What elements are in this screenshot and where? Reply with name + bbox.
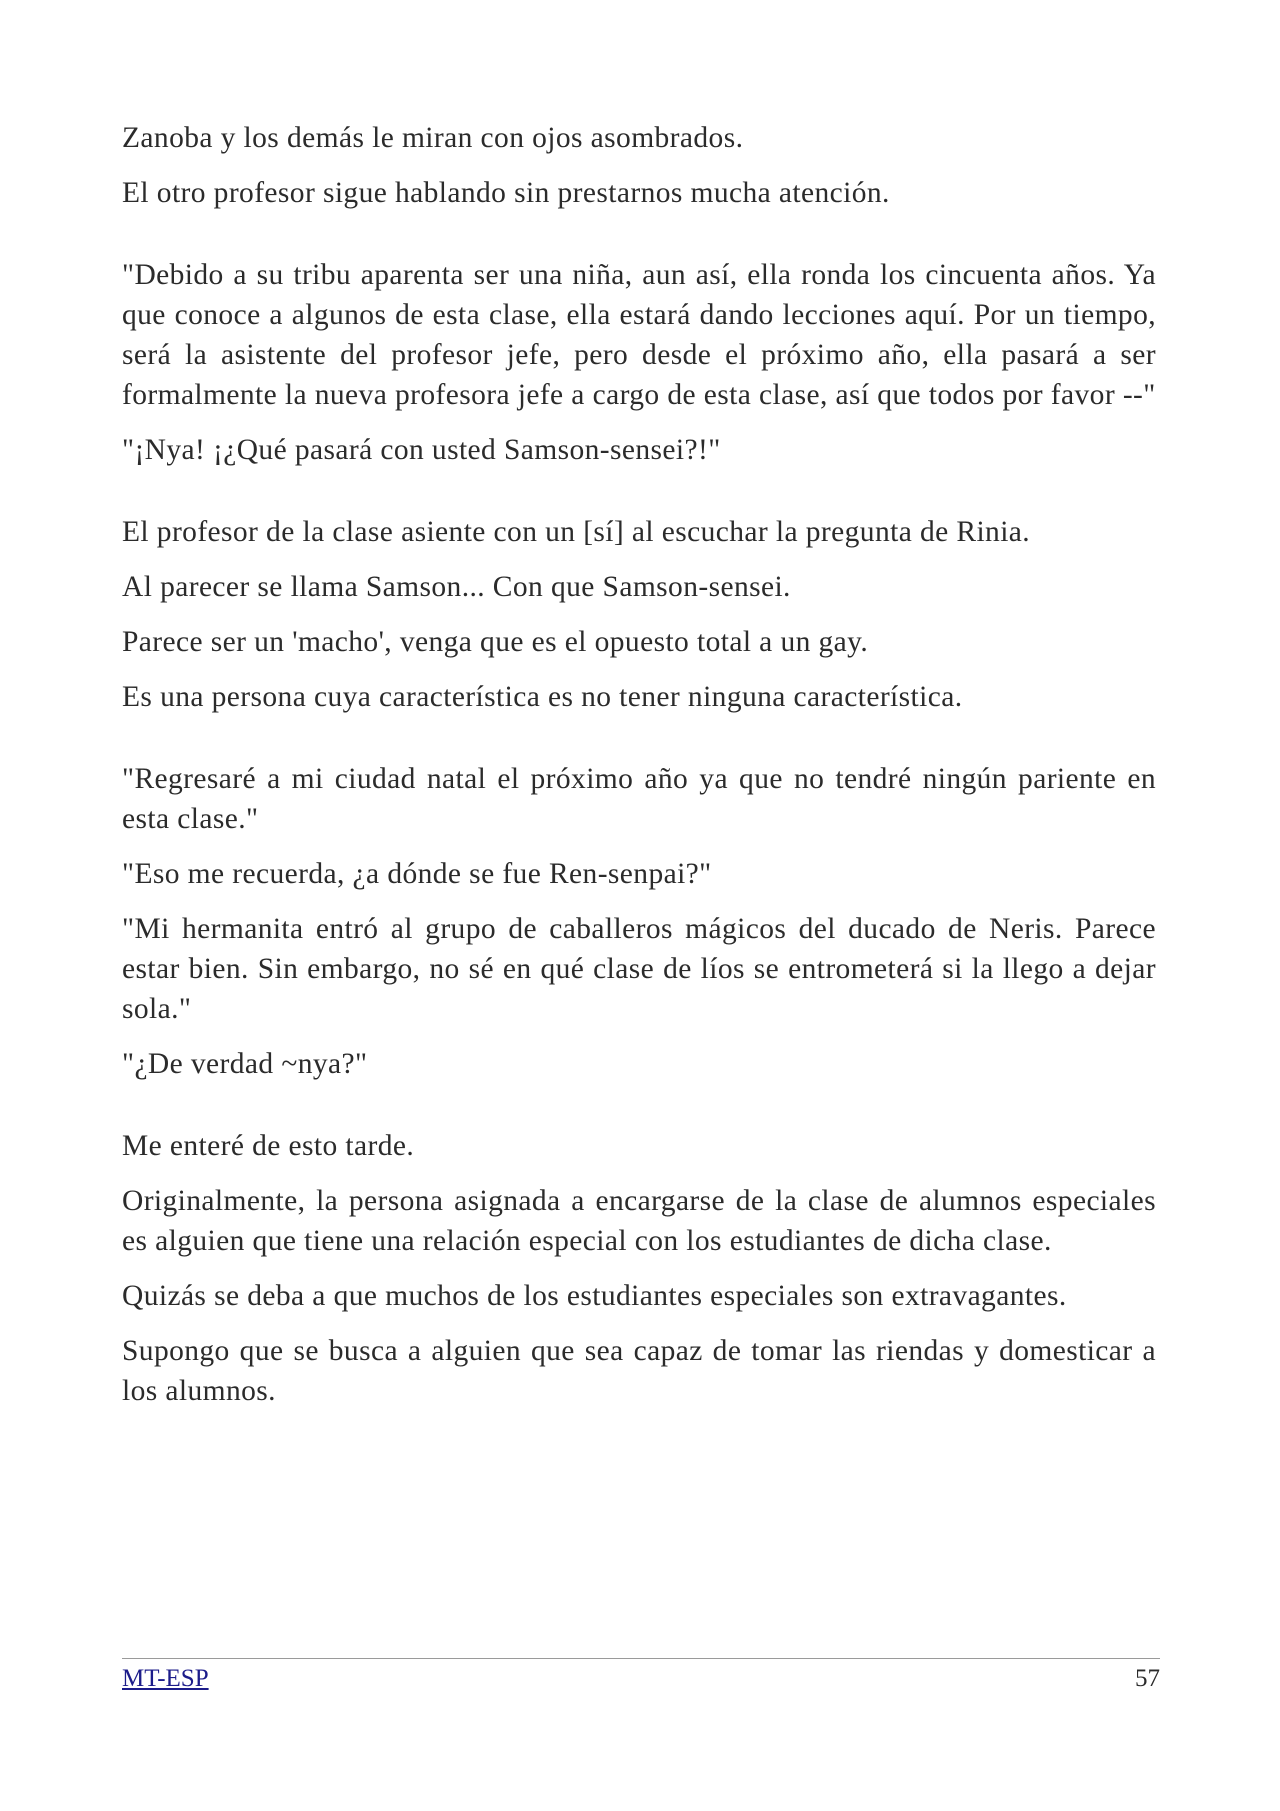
footer-link[interactable]: MT-ESP (122, 1665, 209, 1692)
paragraph: Es una persona cuya característica es no tener ninguna característica. (122, 681, 963, 713)
paragraph: Supongo que se busca a alguien que sea capaz de tomar las riendas y domesticar a los alumnos. (122, 1335, 1156, 1407)
page-number: 57 (1135, 1665, 1160, 1692)
paragraph: "¡Nya! ¡¿Qué pasará con usted Samson-sensei?!" (122, 434, 721, 466)
paragraph: "Eso me recuerda, ¿a dónde se fue Ren-senpai?" (122, 858, 712, 890)
paragraph: Parece ser un 'macho', venga que es el opuesto total a un gay. (122, 626, 869, 658)
paragraph: "¿De verdad ~nya?" (122, 1048, 368, 1080)
paragraph: Me enteré de esto tarde. (122, 1130, 415, 1162)
paragraph: "Regresaré a mi ciudad natal el próximo año ya que no tendré ningún pariente en esta clase." (122, 763, 1156, 835)
paragraph: Quizás se deba a que muchos de los estudiantes especiales son extravagantes. (122, 1280, 1067, 1312)
paragraph: Zanoba y los demás le miran con ojos asombrados. (122, 122, 744, 154)
paragraph: "Debido a su tribu aparenta ser una niña, aun así, ella ronda los cincuenta años. Ya que conoce a algunos de esta clase, ella estará dando lecciones aquí. Por un tiempo, será la asistente del profesor jefe, pero desde el próximo año, ella pasará a ser formalmente la nueva profesora jefe a cargo de esta clase, así que todos por favor --" (122, 259, 1156, 411)
paragraph: El profesor de la clase asiente con un [sí] al escuchar la pregunta de Rinia. (122, 516, 1031, 548)
paragraph: Originalmente, la persona asignada a encargarse de la clase de alumnos especiales es alguien que tiene una relación especial con los estudiantes de dicha clase. (122, 1185, 1156, 1257)
paragraph: "Mi hermanita entró al grupo de caballeros mágicos del ducado de Neris. Parece estar bien. Sin embargo, no sé en qué clase de líos se entrometerá si la llego a dejar sola." (122, 913, 1156, 1025)
page-body (122, 118, 1156, 1426)
paragraph: Al parecer se llama Samson... Con que Samson-sensei. (122, 571, 791, 603)
page-footer (122, 1658, 1160, 1697)
paragraph: El otro profesor sigue hablando sin prestarnos mucha atención. (122, 177, 890, 209)
